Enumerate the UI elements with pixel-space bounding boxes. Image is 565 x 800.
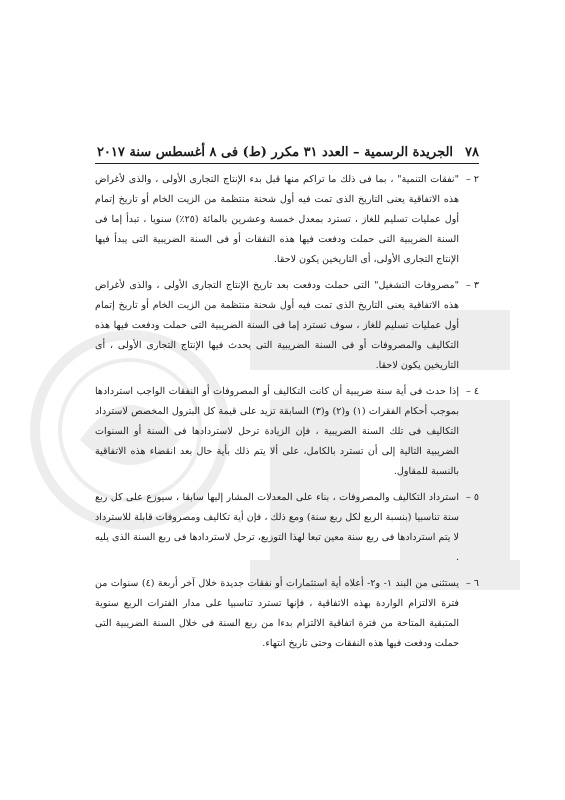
clause-text: إذا حدث فى أية سنة ضريبية أن كانت التكاليف أو المصروفات أو النفقات الواجب استردادها بموجب أحكام الفقرات (١) و(٢) و(٣) السابقة تزيد على قيمة كل البترول المخصص لاسترداد التكاليف فى تلك السنة الضريبية ، فإن الزيادة ترحل لاستردادها فى السنة أو السنوات الضريبية التالية إلى أن تسترد بالكامل، على ألا يتم ذلك بأية حال بعد انقضاء هذه الاتفاقية بالنسبة للمقاول. <box>95 386 459 477</box>
clause-text: "مصروفات التشغيل" التى حملت ودفعت بعد تاريخ الإنتاج التجارى الأولى ، والذى لأغراض هذه الاتفاقية يعنى التاريخ الذى تمت فيه أول شحنة منتظمة من الزيت الخام أو تاريخ إتمام أول عمليات تسليم للغاز ، سوف تسترد إما فى السنة الضريبية التى حملت ودفعت فيها هذه التكاليف والمصروفات أو فى السنة الضريبية التى يحدث فيها الإنتاج التجارى الأولى ، أى التاريخين يكون لاحقا. <box>95 280 460 371</box>
clause-2 <box>95 170 479 270</box>
clause-text: استرداد التكاليف والمصروفات ، بناء على المعدلات المشار إليها سابقا ، سيوزع على كل ربع سنة تناسبيا (بنسبة الربع لكل ربع سنة) ومع ذلك ، فإن أية تكاليف ومصروفات قابلة للاسترداد لا يتم استردادها فى ربع سنة معين تبعا لهذا التوزيع، ترحل لاستردادها فى ربع السنة الذى يليه . <box>95 492 459 563</box>
clause-6 <box>95 574 479 654</box>
page-number: ٧٨ <box>465 145 479 160</box>
clause-4 <box>95 382 479 482</box>
clause-number: ٦ – <box>465 578 479 589</box>
clause-text: يستثنى من البند ١- و٢- أعلاه أية استثمارات أو نفقات جديدة خلال آخر أربعة (٤) سنوات من فترة الالتزام الواردة بهذه الاتفاقية ، فإنها تسترد تناسبيا على مدار الفترات الربع سنوية المتبقية المتاحة من فترة اتفاقية الالتزام بدءا من ربع السنة فى خلال السنة الضريبية التى حملت ودفعت فيها هذه النفقات وحتى تاريخ انتهاء. <box>95 578 459 649</box>
clause-text: "نفقات التنمية" ، بما فى ذلك ما تراكم منها قبل بدء الإنتاج التجارى الأولى ، والذى لأغراض هذه الاتفاقية يعنى التاريخ الذى تمت فيه أول شحنة منتظمة من الزيت الخام أو تاريخ إتمام أول عمليات تسليم للغاز ، تسترد بمعدل خمسة وعشرين بالمائة (٢٥٪) سنويا ، تبدأ إما فى السنة الضريبية التى حملت ودفعت فيها هذه النفقات أو فى السنة الضريبية التى يبدأ فيها الإنتاج التجارى الأولى، أى التاريخين يكون لاحقا. <box>95 174 459 265</box>
document-body <box>95 170 479 660</box>
clause-5 <box>95 488 479 568</box>
clause-number: ٥ – <box>465 492 479 503</box>
clause-number: ٢ – <box>465 174 479 185</box>
clause-number: ٤ – <box>465 386 479 397</box>
clause-number: ٣ – <box>465 280 479 291</box>
page-header <box>95 138 479 164</box>
clause-3 <box>95 276 479 376</box>
gazette-title: الجريدة الرسمية – العدد ٣١ مكرر (ط) فى ٨ أغسطس سنة ٢٠١٧ <box>96 145 454 160</box>
